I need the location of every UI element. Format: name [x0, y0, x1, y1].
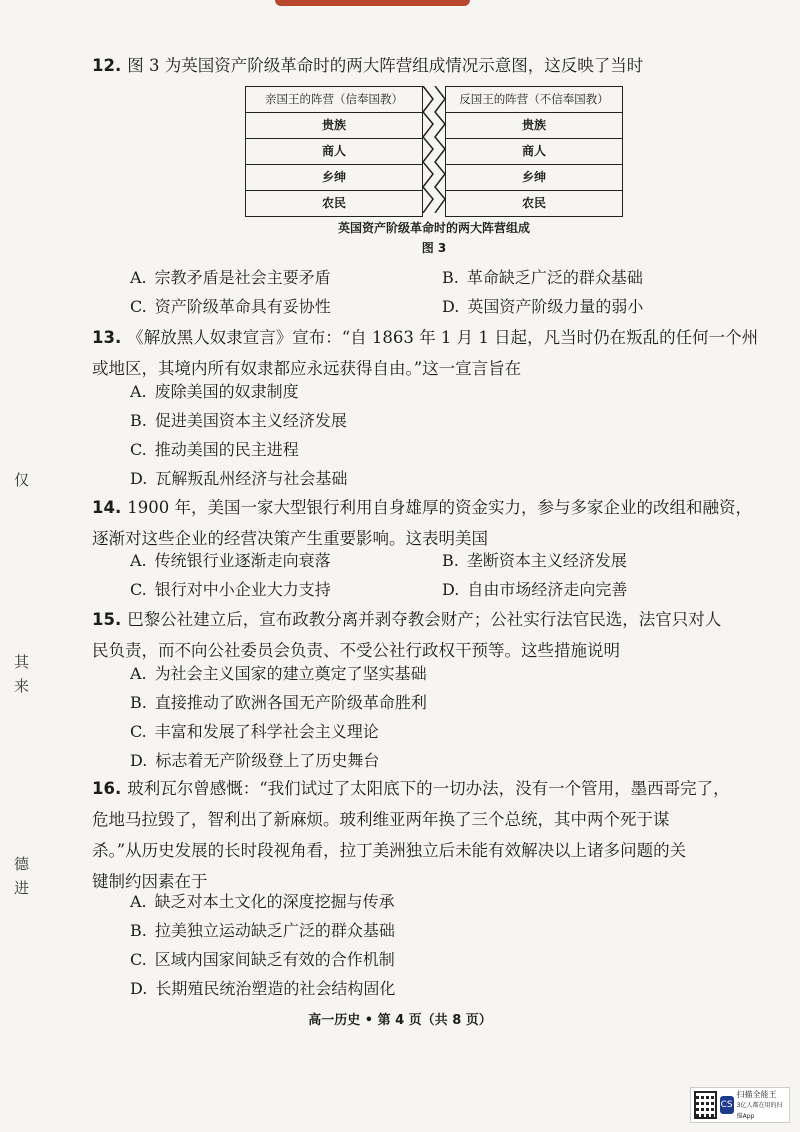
figure-right-row: 农民	[445, 191, 623, 217]
question-number: 12.	[92, 56, 122, 75]
question-stem-line: 民负责，而不向公社委员会负责、不受公社行政权干预等。这些措施说明	[92, 641, 620, 660]
figure-left-row: 商人	[245, 139, 423, 165]
question-14	[92, 492, 772, 554]
question-stem-line: 巴黎公社建立后，宣布政教分离并剥夺教会财产；公社实行法官民选，法官只对人	[127, 610, 722, 629]
top-edge-mark	[275, 0, 470, 6]
figure-left-header: 亲国王的阵营（信奉国教）	[245, 86, 423, 113]
figure-divider-arrows	[421, 86, 447, 213]
option-15-d: D. 标志着无产阶级登上了历史舞台	[130, 751, 380, 770]
option-12-c: C. 资产阶级革命具有妥协性	[130, 297, 331, 316]
page-footer: 高一历史 • 第 4 页（共 8 页）	[308, 1013, 492, 1028]
option-16-c: C. 区域内国家间缺乏有效的合作机制	[130, 950, 395, 969]
question-15	[92, 604, 772, 666]
option-16-d: D. 长期殖民统治塑造的社会结构固化	[130, 979, 396, 998]
question-stem-line: 键制约因素在于	[92, 872, 208, 891]
option-13-a: A. 废除美国的奴隶制度	[130, 382, 299, 401]
figure-left-row: 农民	[245, 191, 423, 217]
figure-right-header: 反国王的阵营（不信奉国教）	[445, 86, 623, 113]
margin-note-2: 其来	[14, 653, 30, 695]
scanner-logo-icon: CS	[720, 1096, 734, 1114]
figure-right-column	[445, 86, 623, 217]
question-stem-line: 危地马拉毁了，智利出了新麻烦。玻利维亚两年换了三个总统，其中两个死于谋	[92, 810, 670, 829]
question-number: 13.	[92, 328, 122, 347]
figure-right-row: 商人	[445, 139, 623, 165]
question-number: 14.	[92, 498, 122, 517]
option-14-a: A. 传统银行业逐渐走向衰落	[130, 551, 331, 570]
figure-left-row: 乡绅	[245, 165, 423, 191]
option-14-d: D. 自由市场经济走向完善	[442, 580, 628, 599]
option-15-c: C. 丰富和发展了科学社会主义理论	[130, 722, 379, 741]
figure-left-column	[245, 86, 423, 217]
figure-caption: 英国资产阶级革命时的两大阵营组成	[337, 221, 530, 235]
figure-left-row: 贵族	[245, 113, 423, 139]
option-13-c: C. 推动美国的民主进程	[130, 440, 299, 459]
scanner-watermark	[690, 1087, 790, 1123]
question-stem-line: 《解放黑人奴隶宣言》宣布：“自 1863 年 1 月 1 日起，凡当时仍在叛乱的任何一个州	[127, 328, 759, 347]
option-14-b: B. 垄断资本主义经济发展	[442, 551, 627, 570]
question-stem: 图 3 为英国资产阶级革命时的两大阵营组成情况示意图，这反映了当时	[127, 56, 644, 75]
figure-label: 图 3	[421, 241, 447, 255]
option-16-b: B. 拉美独立运动缺乏广泛的群众基础	[130, 921, 395, 940]
margin-note-1: 仅	[14, 471, 30, 489]
qr-code-icon	[694, 1091, 717, 1119]
option-12-a: A. 宗教矛盾是社会主要矛盾	[130, 268, 331, 287]
question-16	[92, 773, 772, 897]
option-15-b: B. 直接推动了欧洲各国无产阶级革命胜利	[130, 693, 427, 712]
watermark-text: 扫描全能王 3亿人都在用的扫描App	[736, 1089, 783, 1120]
question-stem-line: 1900 年，美国一家大型银行利用自身雄厚的资金实力，参与多家企业的改组和融资，	[127, 498, 752, 517]
figure-right-row: 贵族	[445, 113, 623, 139]
option-13-b: B. 促进美国资本主义经济发展	[130, 411, 347, 430]
option-15-a: A. 为社会主义国家的建立奠定了坚实基础	[130, 664, 427, 683]
question-12	[92, 50, 772, 81]
question-number: 16.	[92, 779, 122, 798]
question-number: 15.	[92, 610, 122, 629]
question-stem-line: 或地区，其境内所有奴隶都应永远获得自由。”这一宣言旨在	[92, 359, 522, 378]
margin-note-3: 德进	[14, 855, 30, 897]
question-13	[92, 322, 772, 384]
option-16-a: A. 缺乏对本土文化的深度挖掘与传承	[130, 892, 395, 911]
question-stem-line: 杀。”从历史发展的长时段视角看，拉丁美洲独立后未能有效解决以上诸多问题的关	[92, 841, 687, 860]
option-12-b: B. 革命缺乏广泛的群众基础	[442, 268, 643, 287]
option-13-d: D. 瓦解叛乱州经济与社会基础	[130, 469, 348, 488]
option-14-c: C. 银行对中小企业大力支持	[130, 580, 331, 599]
option-12-d: D. 英国资产阶级力量的弱小	[442, 297, 644, 316]
question-stem-line: 玻利瓦尔曾感慨：“我们试过了太阳底下的一切办法，没有一个管用，墨西哥完了，	[127, 779, 730, 798]
figure-right-row: 乡绅	[445, 165, 623, 191]
question-stem-line: 逐渐对这些企业的经营决策产生重要影响。这表明美国	[92, 529, 488, 548]
